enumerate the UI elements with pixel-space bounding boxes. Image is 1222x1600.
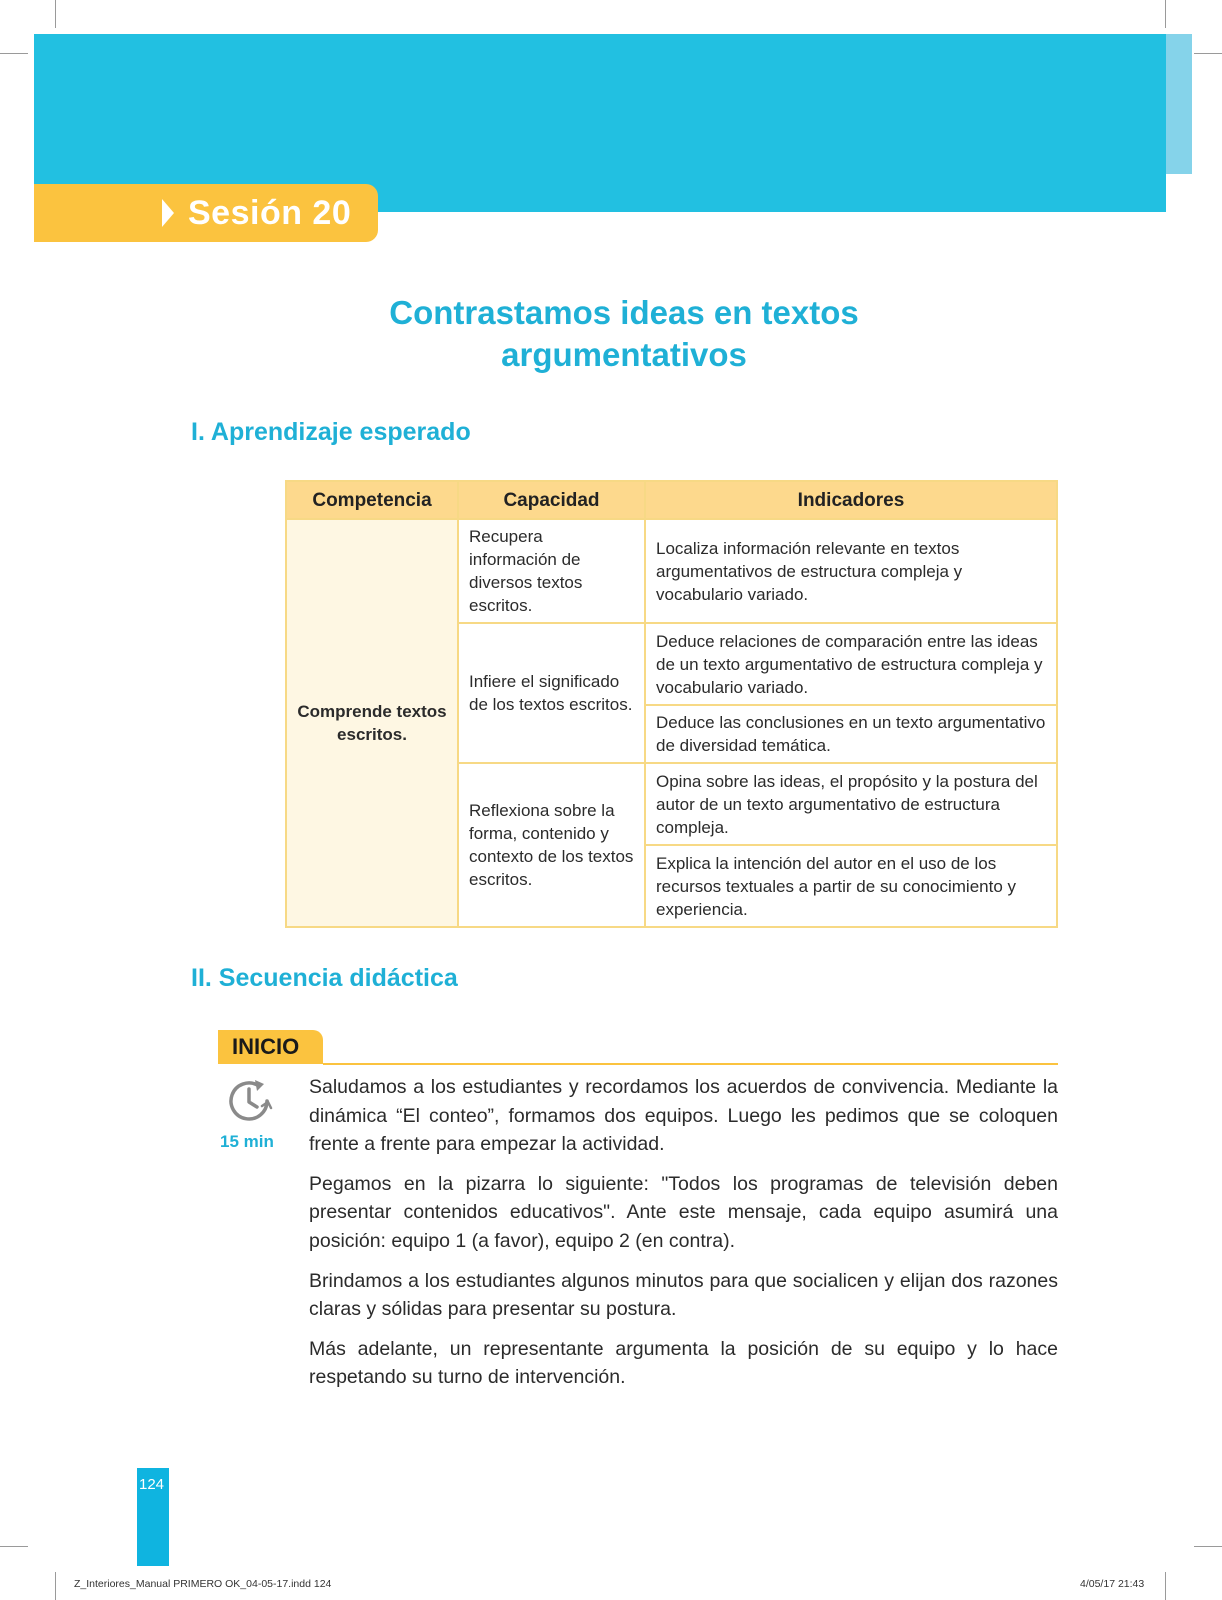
crop-mark [0, 53, 28, 54]
inicio-tab: INICIO [218, 1030, 323, 1064]
table-row [286, 519, 1057, 623]
crop-mark [55, 0, 56, 28]
session-title: Sesión 20 [188, 193, 352, 232]
indicador-cell: Deduce las conclusiones en un texto argumentativo de diversidad temática. [645, 705, 1057, 763]
page-number: 124 [139, 1476, 165, 1493]
paragraph: Saludamos a los estudiantes y recordamos los acuerdos de convivencia. Mediante la dinámica “El conteo”, formamos dos equipos. Luego les pedimos que se coloquen frente a frente para empezar la actividad. [309, 1076, 1058, 1156]
inicio-divider [323, 1063, 1058, 1065]
indicador-cell: Opina sobre las ideas, el propósito y la postura del autor de un texto argumentativo de estructura compleja. [645, 763, 1057, 845]
clock-icon [224, 1076, 274, 1126]
page-title-line2: argumentativos [501, 336, 747, 373]
footer-date-info: 4/05/17 21:43 [1080, 1578, 1145, 1590]
header-banner-side [1166, 34, 1192, 174]
inicio-time: 15 min [220, 1132, 274, 1151]
crop-mark [1165, 1572, 1166, 1600]
competencias-table [285, 480, 1058, 928]
table-header-capacidad: Capacidad [458, 481, 645, 519]
inicio-body [309, 1073, 1058, 1403]
paragraph: Pegamos en la pizarra lo siguiente: "Todos los programas de televisión deben presentar contenidos educativos". Ante este mensaje, cada equipo asumirá una posición: equipo 1 (a favor), equipo 2 (en contra). [309, 1172, 1058, 1252]
indicador-cell: Deduce relaciones de comparación entre las ideas de un texto argumentativo de estructura compleja y vocabulario variado. [645, 623, 1057, 705]
crop-mark [1165, 0, 1166, 28]
table-header-competencia: Competencia [286, 481, 458, 519]
paragraph: Brindamos a los estudiantes algunos minutos para que socialicen y elijan dos razones claras y sólidas para presentar su postura. [309, 1269, 1058, 1321]
page-title-line1: Contrastamos ideas en textos [389, 294, 859, 331]
indicador-cell: Explica la intención del autor en el uso de los recursos textuales a partir de su conocimiento y experiencia. [645, 845, 1057, 927]
indicador-cell: Localiza información relevante en textos argumentativos de estructura compleja y vocabulario variado. [645, 519, 1057, 623]
session-tab [34, 184, 378, 242]
crop-mark [0, 1546, 28, 1547]
table-header-indicadores: Indicadores [645, 481, 1057, 519]
capacidad-cell: Recupera información de diversos textos escritos. [458, 519, 645, 623]
section-heading-secuencia: II. Secuencia didáctica [191, 964, 458, 992]
crop-mark [55, 1572, 56, 1600]
competencia-cell: Comprende textos escritos. [286, 519, 458, 927]
crop-mark [1194, 53, 1222, 54]
table-header-row [286, 481, 1057, 519]
paragraph: Más adelante, un representante argumenta la posición de su equipo y lo hace respetando su turno de intervención. [309, 1337, 1058, 1389]
capacidad-cell: Reflexiona sobre la forma, contenido y contexto de los textos escritos. [458, 763, 645, 927]
play-arrow-icon [162, 199, 174, 227]
section-heading-aprendizaje: I. Aprendizaje esperado [191, 418, 471, 446]
capacidad-cell: Infiere el significado de los textos escritos. [458, 623, 645, 763]
page-title [200, 292, 1048, 376]
footer-file-info: Z_Interiores_Manual PRIMERO OK_04-05-17.indd 124 [74, 1578, 332, 1590]
crop-mark [1194, 1546, 1222, 1547]
